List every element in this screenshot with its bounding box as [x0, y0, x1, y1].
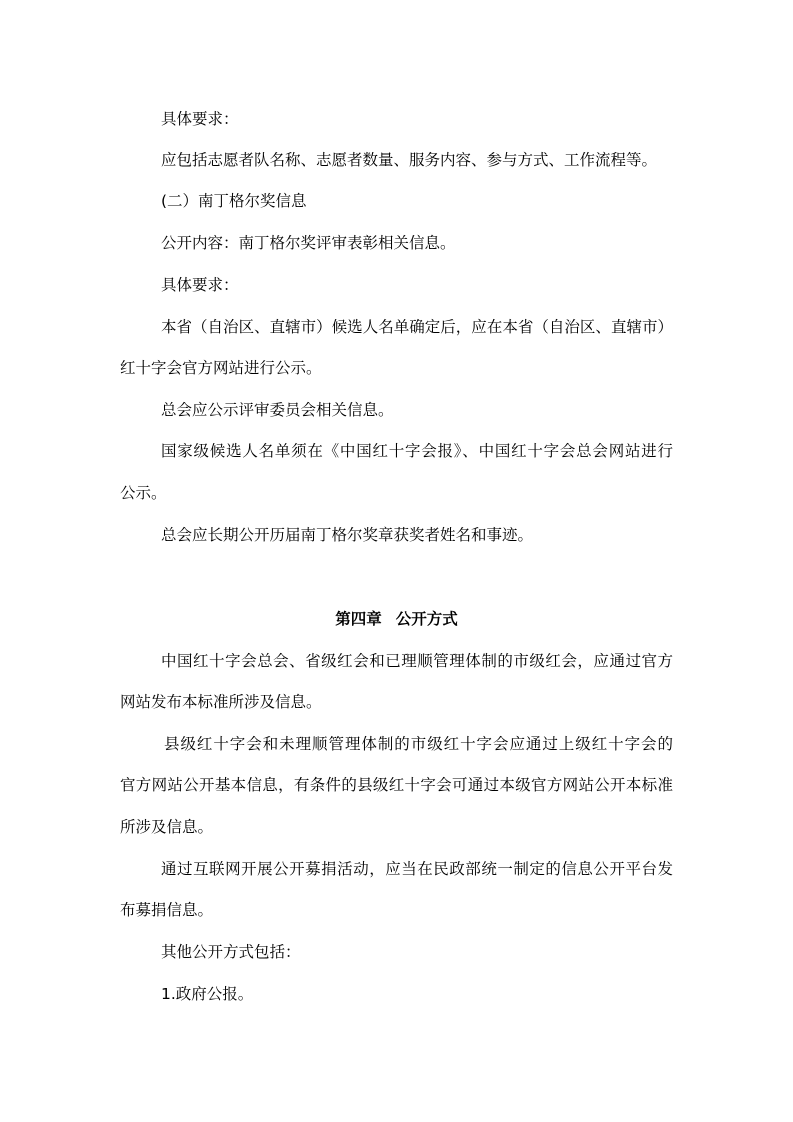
chapter-title: 公开方式 — [395, 610, 458, 628]
paragraph-line: 网站发布本标准所涉及信息。 — [120, 693, 322, 711]
paragraph-line: 国家级候选人名单须在《中国红十字会报》、中国红十字会总会网站进行 — [161, 442, 673, 460]
paragraph-line: 布募捐信息。 — [120, 901, 214, 919]
paragraph-line: 具体要求： — [161, 276, 239, 294]
paragraph-line: 红十字会官方网站进行公示。 — [120, 359, 322, 377]
paragraph-line: 本省（自治区、直辖市）候选人名单确定后，应在本省（自治区、直辖市） — [161, 318, 673, 336]
chapter-number: 第四章 — [335, 610, 382, 628]
paragraph-line: 官方网站公开基本信息，有条件的县级红十字会可通过本级官方网站公开本标准 — [120, 776, 673, 794]
paragraph-line: 其他公开方式包括： — [161, 943, 301, 961]
paragraph-line: 总会应公示评审委员会相关信息。 — [161, 401, 394, 419]
list-item: 1.政府公报。 — [161, 985, 254, 1003]
paragraph-line: 应包括志愿者队名称、志愿者数量、服务内容、参与方式、工作流程等。 — [161, 151, 658, 169]
paragraph-line: 公示。 — [120, 484, 167, 502]
paragraph-line: 公开内容：南丁格尔奖评审表彰相关信息。 — [161, 234, 456, 252]
paragraph-line: 总会应长期公开历届南丁格尔奖章获奖者姓名和事迹。 — [161, 526, 534, 544]
chapter-heading — [0, 609, 793, 629]
paragraph-line: 通过互联网开展公开募捐活动，应当在民政部统一制定的信息公开平台发 — [161, 860, 673, 878]
paragraph-line: 县级红十字会和未理顺管理体制的市级红十字会应通过上级红十字会的 — [164, 735, 673, 753]
section-subtitle: (二）南丁格尔奖信息 — [161, 192, 307, 210]
paragraph-line: 所涉及信息。 — [120, 818, 214, 836]
paragraph-line: 具体要求： — [161, 110, 239, 128]
paragraph-line: 中国红十字会总会、省级红会和已理顺管理体制的市级红会，应通过官方 — [161, 652, 673, 670]
